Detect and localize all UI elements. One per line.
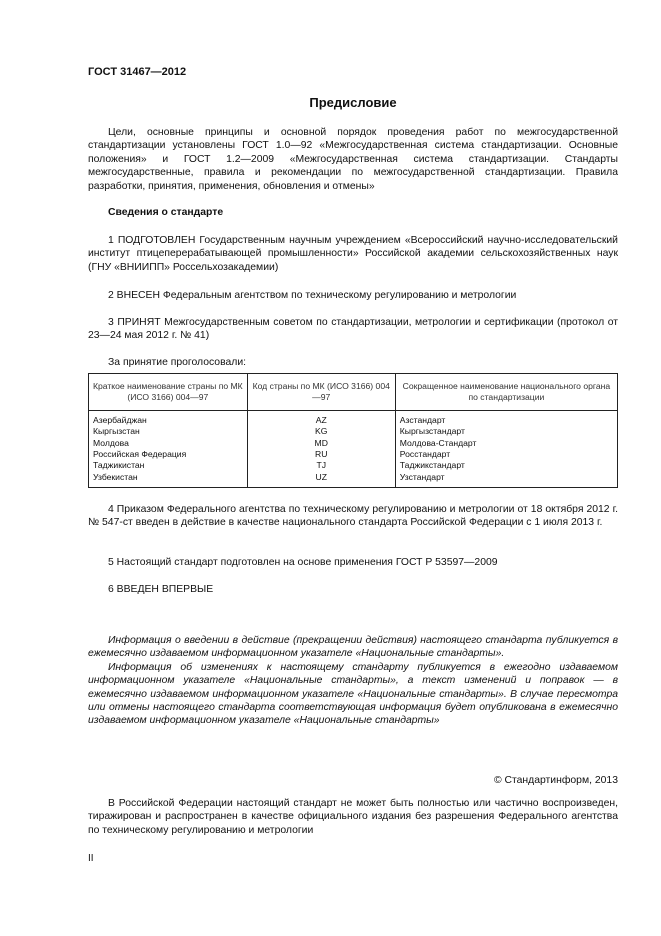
info-paragraph-2: Информация об изменениях к настоящему стандарту публикуется в ежегодно издаваемом информационном указателе «Национальные стандарты», а текст изменений и поправок — в ежемесячно издаваемом информационном указателе «Национальные стандарты». В случае пересмотра или отмены настоящего стандарта соответствующая информация будет опубликована в ежемесячно издаваемом информационном указателе «Национальные стандарты» xyxy=(88,661,618,727)
table-row xyxy=(89,449,618,460)
cell-body: Таджикстандарт xyxy=(395,460,617,471)
voting-table xyxy=(88,373,618,488)
item-5: 5 Настоящий стандарт подготовлен на основе применения ГОСТ Р 53597—2009 xyxy=(108,557,498,568)
col-header-code: Код страны по МК (ИСО 3166) 004—97 xyxy=(247,374,395,411)
col-header-country: Краткое наименование страны по МК (ИСО 3166) 004—97 xyxy=(89,374,248,411)
cell-code: MD xyxy=(247,438,395,449)
item-2: 2 ВНЕСЕН Федеральным агентством по техническому регулированию и метрологии xyxy=(108,290,517,301)
item-3: 3 ПРИНЯТ Межгосударственным советом по стандартизации, метрологии и сертификации (протокол от 23—24 мая 2012 г. № 41) xyxy=(88,317,618,342)
page-number: II xyxy=(88,853,94,864)
table-row xyxy=(89,460,618,471)
cell-code: UZ xyxy=(247,471,395,487)
cell-code: RU xyxy=(247,449,395,460)
cell-country: Кыргызстан xyxy=(89,426,248,437)
document-header: ГОСТ 31467—2012 xyxy=(88,66,187,78)
table-header-row xyxy=(89,374,618,411)
copyright: © Стандартинформ, 2013 xyxy=(493,775,618,786)
cell-code: AZ xyxy=(247,411,395,427)
cell-country: Российская Федерация xyxy=(89,449,248,460)
table-row xyxy=(89,426,618,437)
cell-country: Узбекистан xyxy=(89,471,248,487)
cell-body: Кыргызстандарт xyxy=(395,426,617,437)
cell-country: Молдова xyxy=(89,438,248,449)
section-heading: Сведения о стандарте xyxy=(108,207,224,218)
cell-country: Таджикистан xyxy=(89,460,248,471)
cell-code: KG xyxy=(247,426,395,437)
page-title: Предисловие xyxy=(309,95,397,110)
table-row xyxy=(89,438,618,449)
table-row xyxy=(89,411,618,427)
cell-body: Росстандарт xyxy=(395,449,617,460)
intro-paragraph: Цели, основные принципы и основной порядок проведения работ по межгосударственной стандартизации установлены ГОСТ 1.0—92 «Межгосударственная система стандартизации. Основные положения» и ГОСТ 1.2—2009 «Межгосударственная система стандартизации. Стандарты межгосударственные, правила и рекомендации по межгосударственной стандартизации. Правила разработки, принятия, применения, обновления и отмены» xyxy=(88,127,618,192)
notice-paragraph: В Российской Федерации настоящий стандарт не может быть полностью или частично воспроизведен, тиражирован и распространен в качестве официального издания без разрешения Федерального агентства по техническому регулированию и метрологии xyxy=(88,798,618,836)
intro-section xyxy=(88,126,618,193)
cell-body: Молдова-Стандарт xyxy=(395,438,617,449)
cell-body: Узстандарт xyxy=(395,471,617,487)
vote-label: За принятие проголосовали: xyxy=(108,357,247,368)
cell-code: TJ xyxy=(247,460,395,471)
item-1: 1 ПОДГОТОВЛЕН Государственным научным учреждением «Всероссийский научно-исследовательский институт птицеперерабатывающей промышленности» Российской академии сельскохозяйственных наук (ГНУ «ВНИИПП» Россельхозакадемии) xyxy=(88,235,618,273)
cell-body: Азстандарт xyxy=(395,411,617,427)
item-4: 4 Приказом Федерального агентства по техническому регулированию и метрологии от 18 октября 2012 г. № 547-ст введен в действие в качестве национального стандарта Российской Федерации с 1 июля 2013 г. xyxy=(88,504,618,529)
info-paragraph-1: Информация о введении в действие (прекращении действия) настоящего стандарта публикуется в ежемесячно издаваемом информационном указателе «Национальные стандарты». xyxy=(88,635,618,660)
item-6: 6 ВВЕДЕН ВПЕРВЫЕ xyxy=(108,584,214,595)
cell-country: Азербайджан xyxy=(89,411,248,427)
table-row xyxy=(89,471,618,487)
col-header-body: Сокращенное наименование национального органа по стандартизации xyxy=(395,374,617,411)
